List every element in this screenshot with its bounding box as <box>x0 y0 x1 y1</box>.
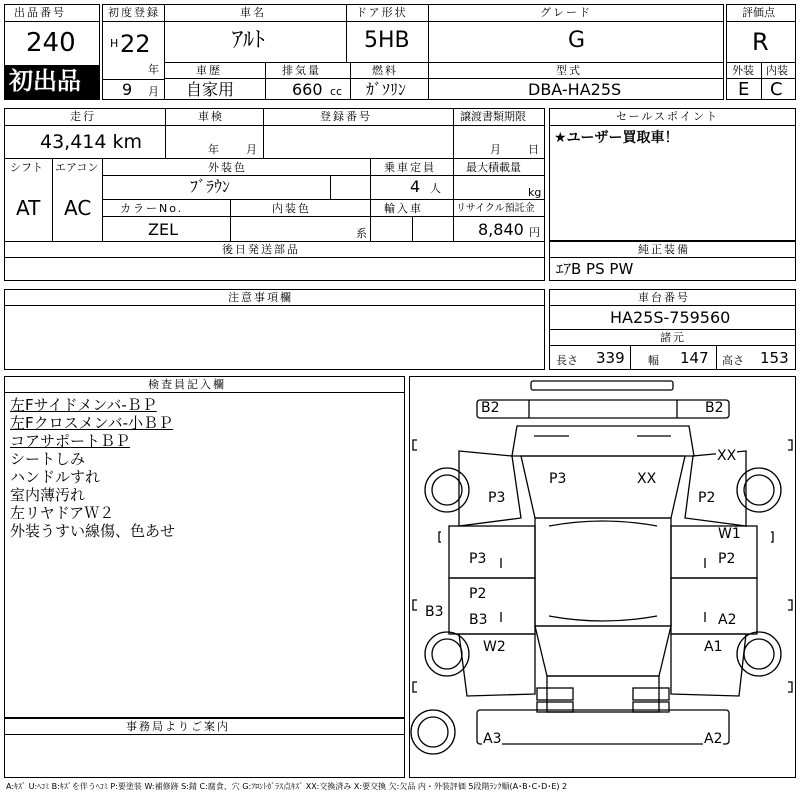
inspection-year-unit: 年 <box>208 143 219 156</box>
inspector-line: 左Fクロスメンバ-小ＢＰ <box>10 414 173 432</box>
inspector-line: ハンドルすれ <box>10 468 101 486</box>
transfer-month-unit: 月 <box>490 143 501 156</box>
sales-point-box <box>549 108 796 241</box>
damage-mark: B3 <box>469 612 488 628</box>
name-label: 車名 <box>240 6 266 19</box>
inspection-label: 車検 <box>198 110 224 123</box>
damage-mark: P3 <box>549 471 567 487</box>
color-no-label: カラーNo. <box>120 202 184 215</box>
sales-point-text: ★ユーザー買取車！ <box>554 130 679 146</box>
color-label: 外装色 <box>208 161 247 174</box>
damage-mark: XX <box>637 471 657 487</box>
damage-mark: P2 <box>718 551 736 567</box>
fuel-value: ｶﾞｿﾘﾝ <box>366 80 407 99</box>
year-unit: 年 <box>148 63 159 76</box>
model-label: 型式 <box>556 64 582 77</box>
width-value: 147 <box>680 349 709 367</box>
displacement-unit: cc <box>330 85 343 98</box>
inspector-label: 検査員記入欄 <box>148 378 226 391</box>
import-label: 輸入車 <box>384 202 423 215</box>
damage-mark: A2 <box>704 731 723 747</box>
damage-mark: A1 <box>704 639 723 655</box>
interior-grade: C <box>770 79 783 100</box>
door-type: 5HB <box>364 28 410 53</box>
sales-point-label: セールスポイント <box>616 110 720 123</box>
width-label: 幅 <box>648 354 659 367</box>
recycle-value: 8,840 <box>478 220 524 239</box>
grade-value: G <box>568 28 586 53</box>
capacity-value: 4 <box>410 177 421 196</box>
door-label: ドア形状 <box>356 6 408 19</box>
later-parts-label: 後日発送部品 <box>222 243 300 256</box>
chassis-label: 車台番号 <box>638 291 690 304</box>
history-label: 車歴 <box>196 64 222 77</box>
car-diagram <box>409 376 796 778</box>
score-label: 評価点 <box>742 6 775 19</box>
damage-mark: B2 <box>705 400 724 416</box>
inspector-line: 左Fサイドメンバ-ＢＰ <box>10 396 157 414</box>
lot-number: 240 <box>26 28 76 58</box>
era-prefix: H <box>110 37 119 50</box>
damage-mark: W1 <box>718 526 741 542</box>
dims-label: 諸元 <box>660 331 686 344</box>
ac-value: AC <box>64 196 92 220</box>
first-listing-badge: 初出品 <box>9 67 81 95</box>
legend-text: A:ｷｽﾞ U:ﾍｺﾐ B:ｷｽﾞを伴うﾍｺﾐ P:要塗装 W:補修跡 S:錆 C:腐食、穴 G:ﾌﾛﾝﾄｶﾞﾗｽ点ｷｽﾞ XX:交換済み X:要交換 欠:欠品 内・外装評価 5段階ﾗﾝｸ順(A･B･C･D･E) 2 <box>6 782 568 791</box>
height-label: 高さ <box>722 354 744 367</box>
reg-year: 22 <box>120 30 151 58</box>
capacity-label: 乗車定員 <box>384 161 436 174</box>
damage-mark: P2 <box>698 490 716 506</box>
interior-label: 内装 <box>766 64 788 77</box>
mileage-label: 走行 <box>70 110 96 123</box>
ac-label: エアコン <box>55 161 99 174</box>
damage-mark: B2 <box>481 400 500 416</box>
reg-month: 9 <box>122 80 133 99</box>
exterior-grade: E <box>738 79 750 100</box>
month-unit: 月 <box>148 85 159 98</box>
inspector-line: 室内薄汚れ <box>10 486 86 504</box>
damage-mark: P3 <box>488 490 506 506</box>
fuel-label: 燃料 <box>372 64 398 77</box>
inspector-line: 左リヤドアＷ２ <box>10 504 115 522</box>
load-label: 最大積載量 <box>466 161 521 174</box>
damage-mark: A3 <box>483 731 502 747</box>
recycle-unit: 円 <box>529 226 540 239</box>
height-value: 153 <box>760 349 789 367</box>
car-name: ｱﾙﾄ <box>232 28 266 53</box>
inspector-line: シートしみ <box>10 450 86 468</box>
displacement-value: 660 <box>292 80 323 99</box>
notes-label: 注意事項欄 <box>228 291 293 304</box>
office-label: 事務局よりご案内 <box>126 720 230 733</box>
int-color-unit: 系 <box>356 227 367 240</box>
damage-mark: P2 <box>469 586 487 602</box>
damage-mark: B3 <box>425 604 444 620</box>
score-value: R <box>752 28 769 56</box>
inspector-line: コアサポートＢＰ <box>10 432 131 450</box>
inspection-month-unit: 月 <box>246 143 257 156</box>
inspector-notes <box>10 396 400 540</box>
damage-mark: XX <box>717 448 737 464</box>
recycle-label: リサイクル預託金 <box>456 203 535 214</box>
transfer-day-unit: 日 <box>528 143 539 156</box>
inspector-line: 外装うすい線傷、色あせ <box>10 522 176 540</box>
transfer-label: 譲渡書類期限 <box>460 110 526 123</box>
length-value: 339 <box>596 349 625 367</box>
mileage-value: 43,414 km <box>40 131 143 153</box>
grade-label: グレード <box>540 6 592 19</box>
color-value: ﾌﾞﾗｳﾝ <box>190 177 231 196</box>
equipment-label: 純正装備 <box>638 243 690 256</box>
shift-label: シフト <box>10 161 43 174</box>
damage-mark: A2 <box>718 612 737 628</box>
damage-mark: P3 <box>469 551 487 567</box>
color-no-value: ZEL <box>148 220 178 239</box>
capacity-unit: 人 <box>430 182 441 195</box>
reg-label: 初度登録 <box>108 6 160 19</box>
displacement-label: 排気量 <box>282 64 321 77</box>
model-value: DBA-HA25S <box>528 80 622 99</box>
chassis-number: HA25S-759560 <box>610 308 731 327</box>
shift-value: AT <box>16 196 41 220</box>
plate-label: 登録番号 <box>320 110 372 123</box>
equipment-text: ｴｱB PS PW <box>556 260 634 278</box>
int-color-label: 内装色 <box>272 202 311 215</box>
damage-mark: W2 <box>483 639 506 655</box>
load-unit: kg <box>528 186 542 199</box>
length-label: 長さ <box>556 354 578 367</box>
exterior-label: 外装 <box>732 64 754 77</box>
lot-label: 出品番号 <box>14 6 66 19</box>
history-value: 自家用 <box>186 80 235 99</box>
